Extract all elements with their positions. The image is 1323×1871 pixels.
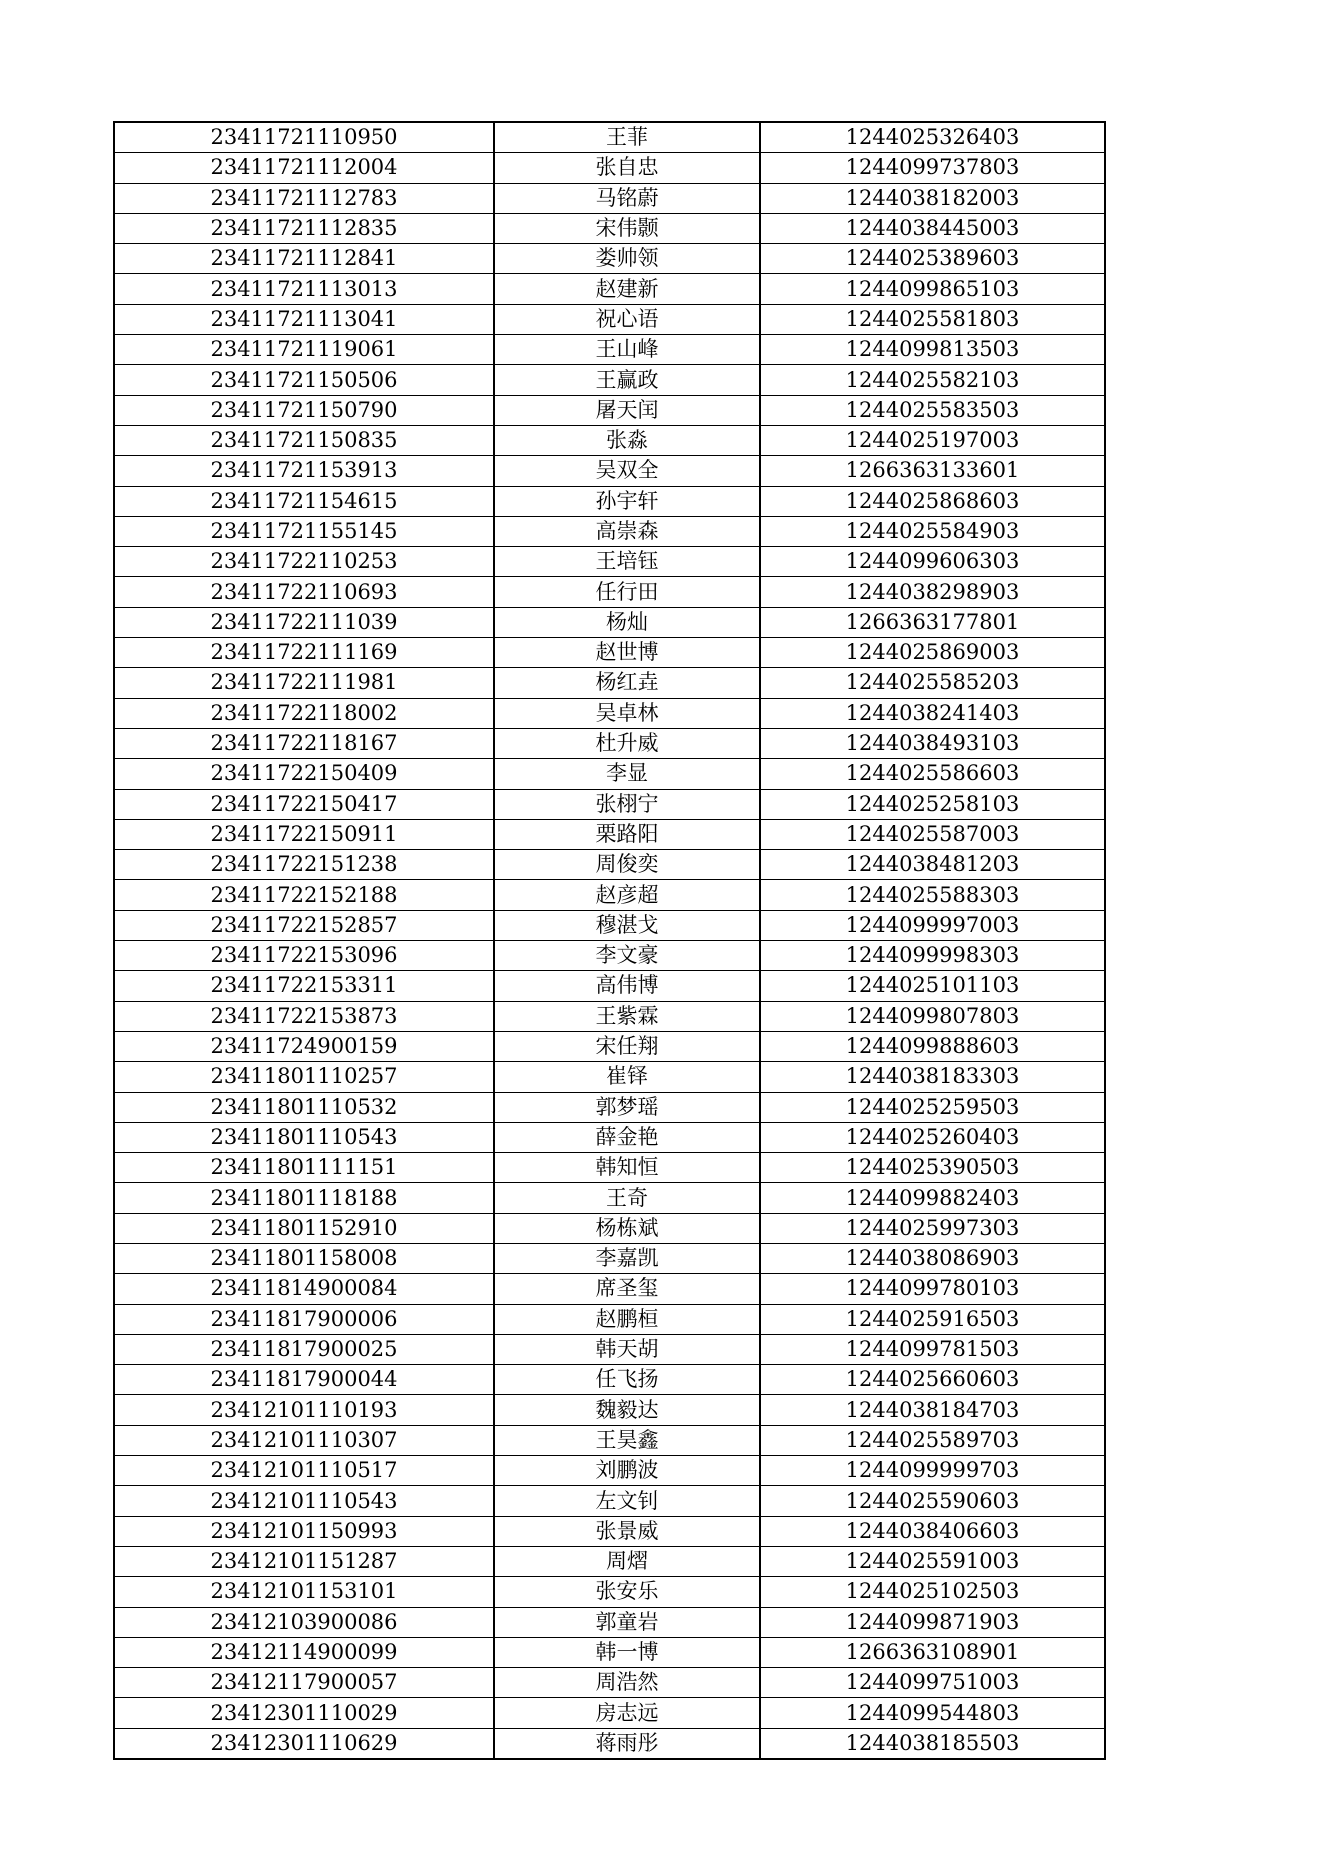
student-id-cell: 23411721150835 [114,425,494,455]
table-row [114,1001,1105,1031]
record-number-cell: 1244099780103 [760,1274,1105,1304]
name-cell: 周熠 [494,1546,760,1576]
student-id-cell: 23411722151238 [114,850,494,880]
student-id-cell: 23412103900086 [114,1607,494,1637]
record-number-cell: 1244025258103 [760,789,1105,819]
table-row [114,1031,1105,1061]
name-cell: 王培钰 [494,547,760,577]
record-number-cell: 1244099751003 [760,1668,1105,1698]
name-cell: 刘鹏波 [494,1456,760,1486]
table-row [114,971,1105,1001]
table-row [114,153,1105,183]
student-id-cell: 23411721112841 [114,244,494,274]
name-cell: 张安乐 [494,1577,760,1607]
student-id-cell: 23412301110029 [114,1698,494,1728]
table-row [114,516,1105,546]
record-number-cell: 1244099813503 [760,335,1105,365]
name-cell: 栗路阳 [494,819,760,849]
table-row [114,941,1105,971]
name-cell: 杜升威 [494,728,760,758]
name-cell: 王昊鑫 [494,1425,760,1455]
record-number-cell: 1244025869003 [760,638,1105,668]
student-id-cell: 23411721113013 [114,274,494,304]
student-id-cell: 23411722110693 [114,577,494,607]
name-cell: 吴双全 [494,456,760,486]
student-id-cell: 23411801152910 [114,1213,494,1243]
name-cell: 王菲 [494,122,760,153]
student-id-cell: 23411722111981 [114,668,494,698]
record-number-cell: 1244099737803 [760,153,1105,183]
name-cell: 魏毅达 [494,1395,760,1425]
record-number-cell: 1244038086903 [760,1243,1105,1273]
record-number-cell: 1244038298903 [760,577,1105,607]
record-number-cell: 1244099997003 [760,910,1105,940]
record-number-cell: 1266363177801 [760,607,1105,637]
student-id-cell: 23411801110543 [114,1122,494,1152]
table-row [114,1395,1105,1425]
table-row [114,1607,1105,1637]
record-number-cell: 1244038493103 [760,728,1105,758]
table-row [114,274,1105,304]
name-cell: 娄帅领 [494,244,760,274]
record-number-cell: 1244025390503 [760,1153,1105,1183]
student-id-cell: 23411721112835 [114,213,494,243]
name-cell: 左文钊 [494,1486,760,1516]
name-cell: 李文豪 [494,941,760,971]
name-cell: 任飞扬 [494,1365,760,1395]
record-number-cell: 1244025326403 [760,122,1105,153]
table-row [114,910,1105,940]
table-row [114,1092,1105,1122]
student-id-cell: 23412101110517 [114,1456,494,1486]
name-cell: 张自忠 [494,153,760,183]
name-cell: 房志远 [494,1698,760,1728]
name-cell: 孙宇轩 [494,486,760,516]
student-id-cell: 23411801158008 [114,1243,494,1273]
record-number-cell: 1244025587003 [760,819,1105,849]
record-number-cell: 1244025101103 [760,971,1105,1001]
table-row [114,395,1105,425]
table-row [114,759,1105,789]
table-row [114,789,1105,819]
student-id-cell: 23411721112783 [114,183,494,213]
student-id-cell: 23411722152857 [114,910,494,940]
table-row [114,1456,1105,1486]
student-id-cell: 23411721154615 [114,486,494,516]
student-id-cell: 23412114900099 [114,1637,494,1667]
table-row [114,1425,1105,1455]
name-cell: 吴卓林 [494,698,760,728]
name-cell: 崔铎 [494,1062,760,1092]
name-cell: 薛金艳 [494,1122,760,1152]
name-cell: 宋任翔 [494,1031,760,1061]
student-id-cell: 23411722111039 [114,607,494,637]
table-row [114,1062,1105,1092]
name-cell: 韩天胡 [494,1334,760,1364]
record-number-cell: 1244099888603 [760,1031,1105,1061]
table-row [114,425,1105,455]
record-number-cell: 1244038241403 [760,698,1105,728]
table-row [114,1577,1105,1607]
record-number-cell: 1244099606303 [760,547,1105,577]
student-id-cell: 23412101153101 [114,1577,494,1607]
student-id-cell: 23412101151287 [114,1546,494,1576]
table-row [114,183,1105,213]
table-row [114,638,1105,668]
record-number-cell: 1244025389603 [760,244,1105,274]
student-id-cell: 23411721119061 [114,335,494,365]
name-cell: 王赢政 [494,365,760,395]
name-cell: 赵世博 [494,638,760,668]
record-number-cell: 1244099882403 [760,1183,1105,1213]
name-cell: 郭童岩 [494,1607,760,1637]
roster-table [113,121,1106,1760]
table-row [114,1274,1105,1304]
record-number-cell: 1244025588303 [760,880,1105,910]
student-id-cell: 23412101110307 [114,1425,494,1455]
student-id-cell: 23411722150417 [114,789,494,819]
record-number-cell: 1244038406603 [760,1516,1105,1546]
table-row [114,1668,1105,1698]
student-id-cell: 23411801110532 [114,1092,494,1122]
table-row [114,1546,1105,1576]
table-row [114,668,1105,698]
name-cell: 郭梦瑶 [494,1092,760,1122]
student-id-cell: 23411722118002 [114,698,494,728]
table-row [114,1243,1105,1273]
name-cell: 王奇 [494,1183,760,1213]
student-id-cell: 23411721153913 [114,456,494,486]
record-number-cell: 1244099999703 [760,1456,1105,1486]
record-number-cell: 1244025997303 [760,1213,1105,1243]
student-id-cell: 23411721112004 [114,153,494,183]
student-id-cell: 23411722153311 [114,971,494,1001]
record-number-cell: 1244038183303 [760,1062,1105,1092]
student-id-cell: 23411722153096 [114,941,494,971]
table-row [114,1213,1105,1243]
record-number-cell: 1244038481203 [760,850,1105,880]
student-id-cell: 23411722153873 [114,1001,494,1031]
name-cell: 杨栋斌 [494,1213,760,1243]
table-row [114,607,1105,637]
record-number-cell: 1244025259503 [760,1092,1105,1122]
name-cell: 席圣玺 [494,1274,760,1304]
student-id-cell: 23411722110253 [114,547,494,577]
student-id-cell: 23412101110193 [114,1395,494,1425]
record-number-cell: 1244025102503 [760,1577,1105,1607]
student-id-cell: 23411817900025 [114,1334,494,1364]
name-cell: 高伟博 [494,971,760,1001]
record-number-cell: 1244038184703 [760,1395,1105,1425]
record-number-cell: 1244099544803 [760,1698,1105,1728]
student-id-cell: 23411721150790 [114,395,494,425]
table-row [114,577,1105,607]
record-number-cell: 1244099865103 [760,274,1105,304]
record-number-cell: 1244025868603 [760,486,1105,516]
record-number-cell: 1244025583503 [760,395,1105,425]
record-number-cell: 1266363133601 [760,456,1105,486]
roster-table-body [114,122,1105,1759]
record-number-cell: 1244025916503 [760,1304,1105,1334]
record-number-cell: 1244025260403 [760,1122,1105,1152]
record-number-cell: 1244025590603 [760,1486,1105,1516]
table-row [114,1516,1105,1546]
table-row [114,547,1105,577]
record-number-cell: 1244038445003 [760,213,1105,243]
table-row [114,1304,1105,1334]
table-row [114,728,1105,758]
name-cell: 赵鹏桓 [494,1304,760,1334]
student-id-cell: 23411817900006 [114,1304,494,1334]
student-id-cell: 23411814900084 [114,1274,494,1304]
name-cell: 马铭蔚 [494,183,760,213]
record-number-cell: 1244038185503 [760,1728,1105,1759]
table-row [114,1122,1105,1152]
name-cell: 穆湛戈 [494,910,760,940]
student-id-cell: 23412301110629 [114,1728,494,1759]
name-cell: 赵建新 [494,274,760,304]
student-id-cell: 23411722150409 [114,759,494,789]
name-cell: 张淼 [494,425,760,455]
record-number-cell: 1244025197003 [760,425,1105,455]
name-cell: 蒋雨彤 [494,1728,760,1759]
table-row [114,1365,1105,1395]
student-id-cell: 23411722111169 [114,638,494,668]
record-number-cell: 1244099807803 [760,1001,1105,1031]
name-cell: 宋伟颢 [494,213,760,243]
student-id-cell: 23412101150993 [114,1516,494,1546]
table-row [114,880,1105,910]
name-cell: 张栩宁 [494,789,760,819]
record-number-cell: 1244025660603 [760,1365,1105,1395]
name-cell: 赵彦超 [494,880,760,910]
student-id-cell: 23411722150911 [114,819,494,849]
name-cell: 任行田 [494,577,760,607]
student-id-cell: 23411801118188 [114,1183,494,1213]
table-row [114,819,1105,849]
record-number-cell: 1244025585203 [760,668,1105,698]
table-row [114,1486,1105,1516]
table-row [114,335,1105,365]
record-number-cell: 1244025581803 [760,304,1105,334]
table-row [114,1728,1105,1759]
name-cell: 屠天闰 [494,395,760,425]
name-cell: 祝心语 [494,304,760,334]
student-id-cell: 23411721155145 [114,516,494,546]
table-row [114,486,1105,516]
student-id-cell: 23411722152188 [114,880,494,910]
student-id-cell: 23411801110257 [114,1062,494,1092]
student-id-cell: 23412117900057 [114,1668,494,1698]
name-cell: 周俊奕 [494,850,760,880]
table-row [114,456,1105,486]
record-number-cell: 1244099781503 [760,1334,1105,1364]
table-row [114,244,1105,274]
name-cell: 王紫霖 [494,1001,760,1031]
table-row [114,1183,1105,1213]
record-number-cell: 1266363108901 [760,1637,1105,1667]
name-cell: 李显 [494,759,760,789]
table-row [114,365,1105,395]
table-row [114,850,1105,880]
table-row [114,122,1105,153]
name-cell: 杨红垚 [494,668,760,698]
record-number-cell: 1244025591003 [760,1546,1105,1576]
record-number-cell: 1244099871903 [760,1607,1105,1637]
student-id-cell: 23411724900159 [114,1031,494,1061]
record-number-cell: 1244025582103 [760,365,1105,395]
table-row [114,1698,1105,1728]
record-number-cell: 1244025584903 [760,516,1105,546]
name-cell: 韩一博 [494,1637,760,1667]
name-cell: 李嘉凯 [494,1243,760,1273]
table-row [114,213,1105,243]
student-id-cell: 23411722118167 [114,728,494,758]
student-id-cell: 23411721113041 [114,304,494,334]
table-row [114,1334,1105,1364]
table-row [114,1637,1105,1667]
record-number-cell: 1244038182003 [760,183,1105,213]
record-number-cell: 1244025589703 [760,1425,1105,1455]
table-row [114,698,1105,728]
student-id-cell: 23411801111151 [114,1153,494,1183]
student-id-cell: 23411721110950 [114,122,494,153]
record-number-cell: 1244099998303 [760,941,1105,971]
name-cell: 韩知恒 [494,1153,760,1183]
name-cell: 高崇森 [494,516,760,546]
name-cell: 杨灿 [494,607,760,637]
name-cell: 周浩然 [494,1668,760,1698]
student-id-cell: 23412101110543 [114,1486,494,1516]
name-cell: 王山峰 [494,335,760,365]
student-id-cell: 23411817900044 [114,1365,494,1395]
table-row [114,304,1105,334]
table-row [114,1153,1105,1183]
student-id-cell: 23411721150506 [114,365,494,395]
record-number-cell: 1244025586603 [760,759,1105,789]
name-cell: 张景威 [494,1516,760,1546]
